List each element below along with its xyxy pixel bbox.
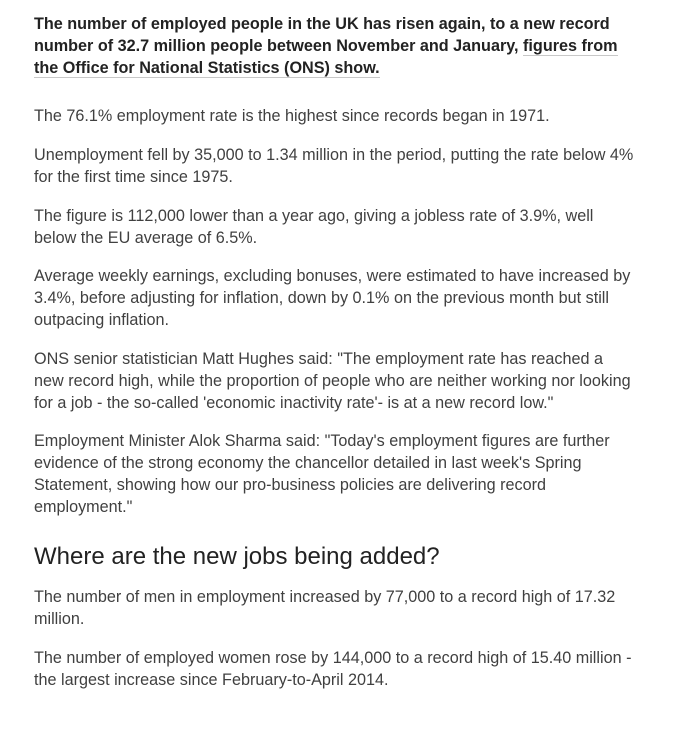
employment-rate-paragraph: The 76.1% employment rate is the highest since records began in 1971. (34, 107, 550, 125)
ons-figures-link[interactable]: figures from the Office for National Statistics (ONS) show. (34, 37, 618, 77)
intro-text: The number of employed people in the UK has risen again, to a new record number of 32.7 million people between November and January, (34, 15, 610, 55)
section-heading: Where are the new jobs being added? (34, 543, 440, 570)
minister-quote-paragraph: Employment Minister Alok Sharma said: "Today's employment figures are further evidence of the strong economy the chancellor detailed in last week's Spring Statement, showing how our pro-business policies are delivering record employment." (34, 432, 610, 516)
intro-paragraph (34, 0, 634, 79)
men-employment-paragraph: The number of men in employment increased by 77,000 to a record high of 17.32 million. (34, 588, 616, 628)
women-employment-paragraph: The number of employed women rose by 144,000 to a record high of 15.40 million - the largest increase since February-to-April 2014. (34, 649, 632, 689)
jobless-rate-paragraph: The figure is 112,000 lower than a year ago, giving a jobless rate of 3.9%, well below the EU average of 6.5%. (34, 207, 594, 247)
earnings-paragraph: Average weekly earnings, excluding bonuses, were estimated to have increased by 3.4%, before adjusting for inflation, down by 0.1% on the previous month but still outpacing inflation. (34, 267, 631, 329)
ons-quote-paragraph: ONS senior statistician Matt Hughes said: "The employment rate has reached a new record high, while the proportion of people who are neither working nor looking for a job - the so-called 'economic inactivity rate'- is at a new record low." (34, 350, 631, 412)
unemployment-paragraph: Unemployment fell by 35,000 to 1.34 million in the period, putting the rate below 4% for the first time since 1975. (34, 146, 634, 186)
